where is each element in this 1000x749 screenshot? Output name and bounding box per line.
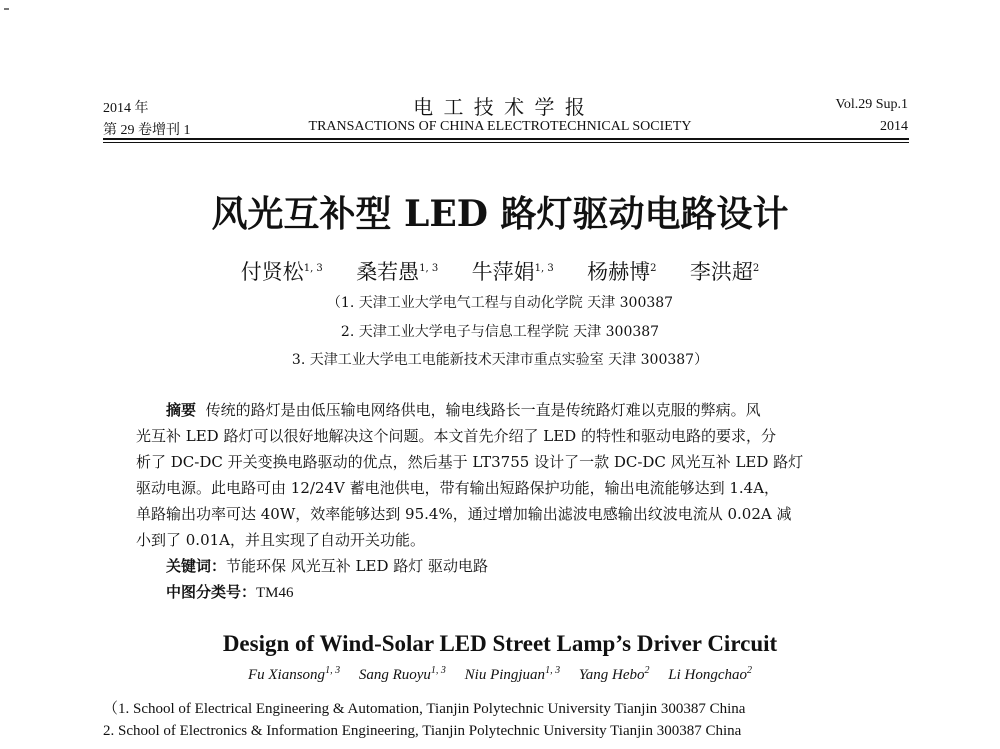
author-cn: 李洪超$^2$ [689, 260, 760, 284]
author-en: Fu Xiansong$^{1, 3}$ [247, 665, 341, 683]
classification-label: 中图分类号： [166, 583, 257, 601]
classification-value: TM46 [256, 585, 294, 601]
classification [166, 579, 294, 606]
journal-title-en: TRANSACTIONS OF CHINA ELECTROTECHNICAL SOCIETY [308, 119, 692, 134]
header-vol: Vol.29 Sup.1 [835, 97, 908, 112]
author-cn: 桑若愚$^{1, 3}$ [356, 260, 439, 284]
author-en: Yang Hebo$^2$ [578, 665, 650, 683]
authors-cn [0, 256, 1000, 286]
keywords-value: 节能环保 风光互补 LED 路灯 驱动电路 [226, 557, 489, 575]
author-en: Li Hongchao$^2$ [668, 665, 753, 683]
abstract-line: 析了 DC-DC 开关变换电路驱动的优点，然后基于 LT3755 设计了一款 DC-DC 风光互补 LED 路灯 [136, 453, 804, 471]
affiliation-en-2: 2. School of Electronics & Information Engineering, Tianjin Polytechnic University Tianjin 300387 China [103, 723, 742, 739]
author-cn: 付贤松$^{1, 3}$ [240, 260, 323, 284]
affiliation-cn-2: 2. 天津工业大学电子与信息工程学院 天津 300387 [340, 324, 660, 340]
abstract [136, 397, 876, 553]
keywords [166, 553, 488, 579]
header-volume: 第 29 卷增刊 1 [103, 123, 191, 138]
author-en: Sang Ruoyu$^{1, 3}$ [358, 665, 446, 683]
authors-en [0, 667, 1000, 684]
affiliation-cn-3: 3. 天津工业大学电工电能新技术天津市重点实验室 天津 300387） [291, 352, 709, 368]
author-en: Niu Pingjuan$^{1, 3}$ [464, 665, 561, 683]
abstract-line: 摘要 传统的路灯是由低压输电网络供电，输电线路长一直是传统路灯难以克服的弊病。风 [166, 401, 761, 419]
abstract-line: 单路输出功率可达 40W，效率能够达到 95.4%，通过增加输出滤波电感输出纹波电流从 0.02A 减 [136, 505, 792, 523]
paper-title-cn: 风光互补型 LED 路灯驱动电路设计 [211, 193, 789, 235]
abstract-label: 摘要 [166, 401, 197, 419]
author-cn: 牛萍娟$^{1, 3}$ [471, 260, 554, 284]
header-year: 2014 年 [103, 101, 149, 116]
header-rule-thick [103, 138, 909, 140]
header-year-right: 2014 [880, 119, 908, 134]
paper-title-en: Design of Wind-Solar LED Street Lamp’s Driver Circuit [222, 631, 778, 656]
affiliation-cn-1: （1. 天津工业大学电气工程与自动化学院 天津 300387 [326, 295, 674, 311]
header-rule-thin [103, 142, 909, 143]
scan-mark [4, 8, 9, 10]
abstract-line: 小到了 0.01A，并且实现了自动开关功能。 [136, 531, 426, 549]
abstract-line: 光互补 LED 路灯可以很好地解决这个问题。本文首先介绍了 LED 的特性和驱动电路的要求，分 [136, 427, 776, 445]
journal-title-cn: 电 工 技 术 学 报 [413, 95, 587, 119]
affiliation-en-1: （1. School of Electrical Engineering & Automation, Tianjin Polytechnic University Tianjin 300387 China [103, 701, 746, 717]
keywords-label: 关键词： [166, 557, 227, 575]
abstract-line: 驱动电源。此电路可由 12/24V 蓄电池供电，带有输出短路保护功能，输出电流能够达到 1.4A， [136, 479, 780, 497]
author-cn: 杨赫博$^2$ [587, 260, 657, 284]
